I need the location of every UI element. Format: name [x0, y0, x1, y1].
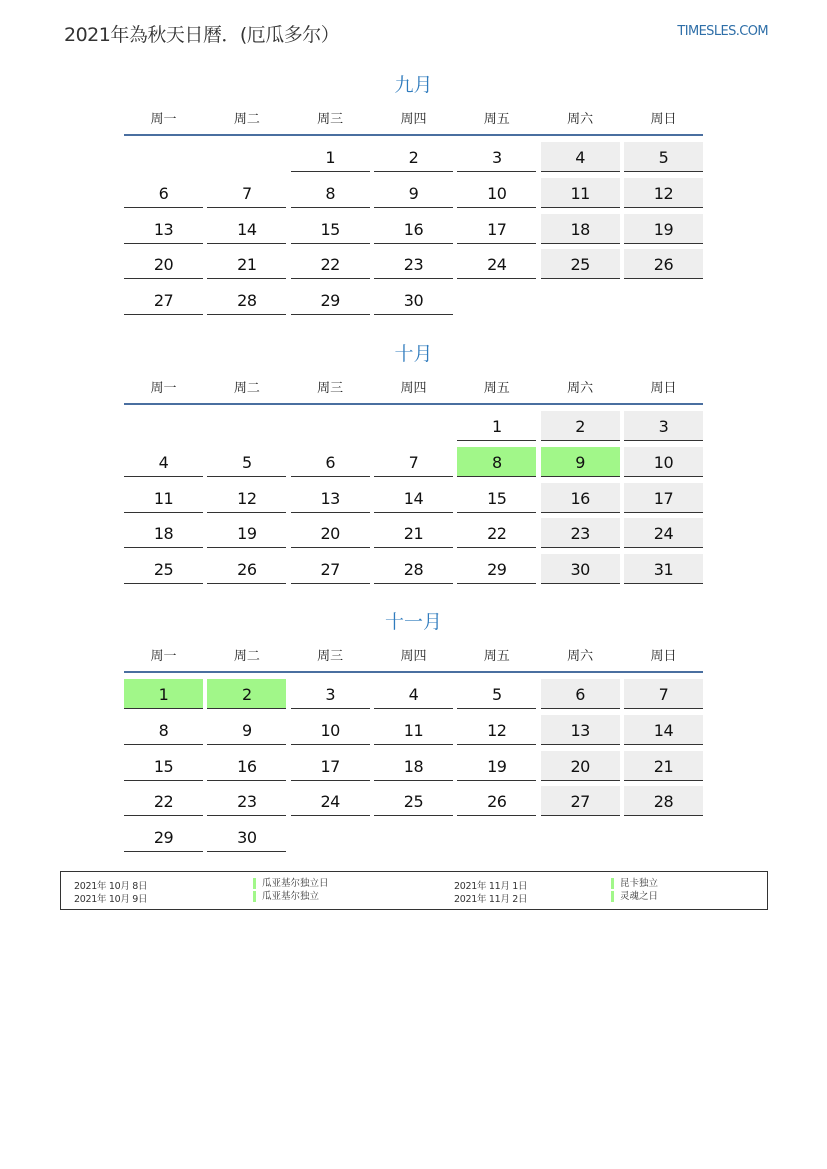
- day-cell[interactable]: 21: [374, 518, 453, 548]
- weekday-label: 周五: [483, 381, 510, 396]
- day-cell[interactable]: 6: [124, 178, 203, 208]
- day-cell[interactable]: 15: [291, 214, 370, 244]
- day-cell[interactable]: 10: [457, 178, 536, 208]
- day-cell[interactable]: 10: [624, 447, 703, 477]
- site-link[interactable]: TIMESLES.COM: [677, 24, 768, 39]
- day-cell[interactable]: 29: [291, 285, 370, 315]
- legend-holiday-name: 瓜亚基尔独立: [253, 891, 319, 902]
- holiday-day-cell[interactable]: 1: [124, 679, 203, 709]
- day-cell[interactable]: 8: [291, 178, 370, 208]
- weekday-label: 周二: [233, 381, 260, 396]
- weekday-label: 周六: [567, 112, 594, 127]
- weekday-label: 周四: [400, 649, 427, 664]
- weekday-label: 周五: [483, 112, 510, 127]
- day-cell[interactable]: 29: [457, 554, 536, 584]
- day-cell[interactable]: 22: [291, 249, 370, 279]
- weekday-label: 周二: [233, 112, 260, 127]
- day-cell[interactable]: 25: [541, 249, 620, 279]
- day-cell[interactable]: 13: [291, 483, 370, 513]
- day-cell[interactable]: 24: [457, 249, 536, 279]
- day-cell[interactable]: 11: [124, 483, 203, 513]
- weekday-label: 周一: [150, 381, 177, 396]
- day-cell[interactable]: 4: [124, 447, 203, 477]
- day-cell[interactable]: 19: [207, 518, 286, 548]
- weekday-label: 周二: [233, 649, 260, 664]
- weekday-label: 周三: [317, 381, 344, 396]
- day-cell[interactable]: 15: [124, 751, 203, 781]
- month-calendar: [124, 341, 703, 595]
- month-title: 十月: [394, 343, 433, 365]
- weekday-label: 周日: [650, 649, 677, 664]
- day-cell[interactable]: 18: [124, 518, 203, 548]
- weekday-label: 周一: [150, 649, 177, 664]
- day-grid: [124, 136, 703, 326]
- day-cell[interactable]: 7: [207, 178, 286, 208]
- weekday-label: 周四: [400, 381, 427, 396]
- day-cell[interactable]: 23: [207, 786, 286, 816]
- legend-date: 2021年 10月 8日: [74, 881, 148, 892]
- day-cell[interactable]: 2: [541, 411, 620, 441]
- weekday-label: 周六: [567, 381, 594, 396]
- day-cell[interactable]: 16: [541, 483, 620, 513]
- day-cell[interactable]: 4: [374, 679, 453, 709]
- day-cell[interactable]: 1: [457, 411, 536, 441]
- day-cell[interactable]: 2: [374, 142, 453, 172]
- day-cell[interactable]: 31: [624, 554, 703, 584]
- legend-holiday-name: 灵魂之日: [611, 891, 658, 902]
- day-grid: [124, 405, 703, 595]
- day-cell[interactable]: 26: [457, 786, 536, 816]
- day-cell[interactable]: 14: [207, 214, 286, 244]
- weekday-label: 周一: [150, 112, 177, 127]
- day-cell[interactable]: 8: [124, 715, 203, 745]
- day-cell[interactable]: 16: [374, 214, 453, 244]
- day-cell[interactable]: 12: [207, 483, 286, 513]
- holiday-day-cell[interactable]: 2: [207, 679, 286, 709]
- day-cell[interactable]: 22: [457, 518, 536, 548]
- day-cell[interactable]: 29: [124, 822, 203, 852]
- weekday-label: 周日: [650, 112, 677, 127]
- weekday-label: 周五: [483, 649, 510, 664]
- holiday-day-cell[interactable]: 9: [541, 447, 620, 477]
- day-cell[interactable]: 27: [124, 285, 203, 315]
- month-title: 九月: [394, 74, 433, 96]
- day-cell[interactable]: 9: [207, 715, 286, 745]
- day-cell[interactable]: 7: [374, 447, 453, 477]
- day-cell[interactable]: 13: [541, 715, 620, 745]
- page-title: 2021年為秋天日曆．(厄瓜多尔）: [64, 24, 340, 46]
- day-cell[interactable]: 27: [541, 786, 620, 816]
- day-cell[interactable]: 15: [457, 483, 536, 513]
- day-cell[interactable]: 11: [541, 178, 620, 208]
- day-cell[interactable]: 25: [374, 786, 453, 816]
- holiday-legend: [60, 871, 768, 910]
- day-cell[interactable]: 24: [624, 518, 703, 548]
- day-cell[interactable]: 26: [207, 554, 286, 584]
- legend-date: 2021年 11月 1日: [454, 881, 528, 892]
- day-cell[interactable]: 9: [374, 178, 453, 208]
- day-grid: [124, 673, 703, 863]
- day-cell[interactable]: 19: [624, 214, 703, 244]
- day-cell[interactable]: 10: [291, 715, 370, 745]
- holiday-day-cell[interactable]: 8: [457, 447, 536, 477]
- day-cell[interactable]: 17: [624, 483, 703, 513]
- day-cell[interactable]: 12: [624, 178, 703, 208]
- day-cell[interactable]: 28: [207, 285, 286, 315]
- day-cell[interactable]: 30: [541, 554, 620, 584]
- day-cell[interactable]: 27: [291, 554, 370, 584]
- day-cell[interactable]: 13: [124, 214, 203, 244]
- day-cell[interactable]: 18: [374, 751, 453, 781]
- day-cell[interactable]: 28: [374, 554, 453, 584]
- month-title: 十一月: [384, 611, 442, 633]
- weekday-label: 周三: [317, 649, 344, 664]
- day-cell[interactable]: 14: [374, 483, 453, 513]
- day-cell[interactable]: 6: [291, 447, 370, 477]
- day-cell[interactable]: 21: [624, 751, 703, 781]
- day-cell[interactable]: 28: [624, 786, 703, 816]
- day-cell[interactable]: 3: [624, 411, 703, 441]
- weekday-label: 周三: [317, 112, 344, 127]
- day-cell[interactable]: 17: [457, 214, 536, 244]
- day-cell[interactable]: 26: [624, 249, 703, 279]
- day-cell[interactable]: 12: [457, 715, 536, 745]
- legend-date: 2021年 11月 2日: [454, 894, 528, 905]
- legend-date: 2021年 10月 9日: [74, 894, 148, 905]
- day-cell[interactable]: 23: [541, 518, 620, 548]
- weekday-header: [124, 377, 703, 399]
- day-cell[interactable]: 3: [457, 142, 536, 172]
- day-cell[interactable]: 1: [291, 142, 370, 172]
- weekday-label: 周六: [567, 649, 594, 664]
- weekday-header: [124, 108, 703, 130]
- day-cell[interactable]: 21: [207, 249, 286, 279]
- day-cell[interactable]: 5: [207, 447, 286, 477]
- day-cell[interactable]: 5: [624, 142, 703, 172]
- day-cell[interactable]: 17: [291, 751, 370, 781]
- legend-holiday-name: 昆卡独立: [611, 878, 658, 889]
- day-cell[interactable]: 16: [207, 751, 286, 781]
- day-cell[interactable]: 18: [541, 214, 620, 244]
- legend-holiday-name: 瓜亚基尔独立日: [253, 878, 329, 889]
- day-cell[interactable]: 4: [541, 142, 620, 172]
- day-cell[interactable]: 30: [374, 285, 453, 315]
- month-calendar: [124, 72, 703, 326]
- day-cell[interactable]: 7: [624, 679, 703, 709]
- weekday-header: [124, 645, 703, 667]
- day-cell[interactable]: 14: [624, 715, 703, 745]
- day-cell[interactable]: 5: [457, 679, 536, 709]
- day-cell[interactable]: 24: [291, 786, 370, 816]
- day-cell[interactable]: 3: [291, 679, 370, 709]
- day-cell[interactable]: 22: [124, 786, 203, 816]
- day-cell[interactable]: 19: [457, 751, 536, 781]
- day-cell[interactable]: 23: [374, 249, 453, 279]
- day-cell[interactable]: 6: [541, 679, 620, 709]
- day-cell[interactable]: 25: [124, 554, 203, 584]
- day-cell[interactable]: 30: [207, 822, 286, 852]
- day-cell[interactable]: 20: [291, 518, 370, 548]
- month-calendar: [124, 609, 703, 863]
- weekday-label: 周四: [400, 112, 427, 127]
- day-cell[interactable]: 20: [124, 249, 203, 279]
- day-cell[interactable]: 11: [374, 715, 453, 745]
- weekday-label: 周日: [650, 381, 677, 396]
- day-cell[interactable]: 20: [541, 751, 620, 781]
